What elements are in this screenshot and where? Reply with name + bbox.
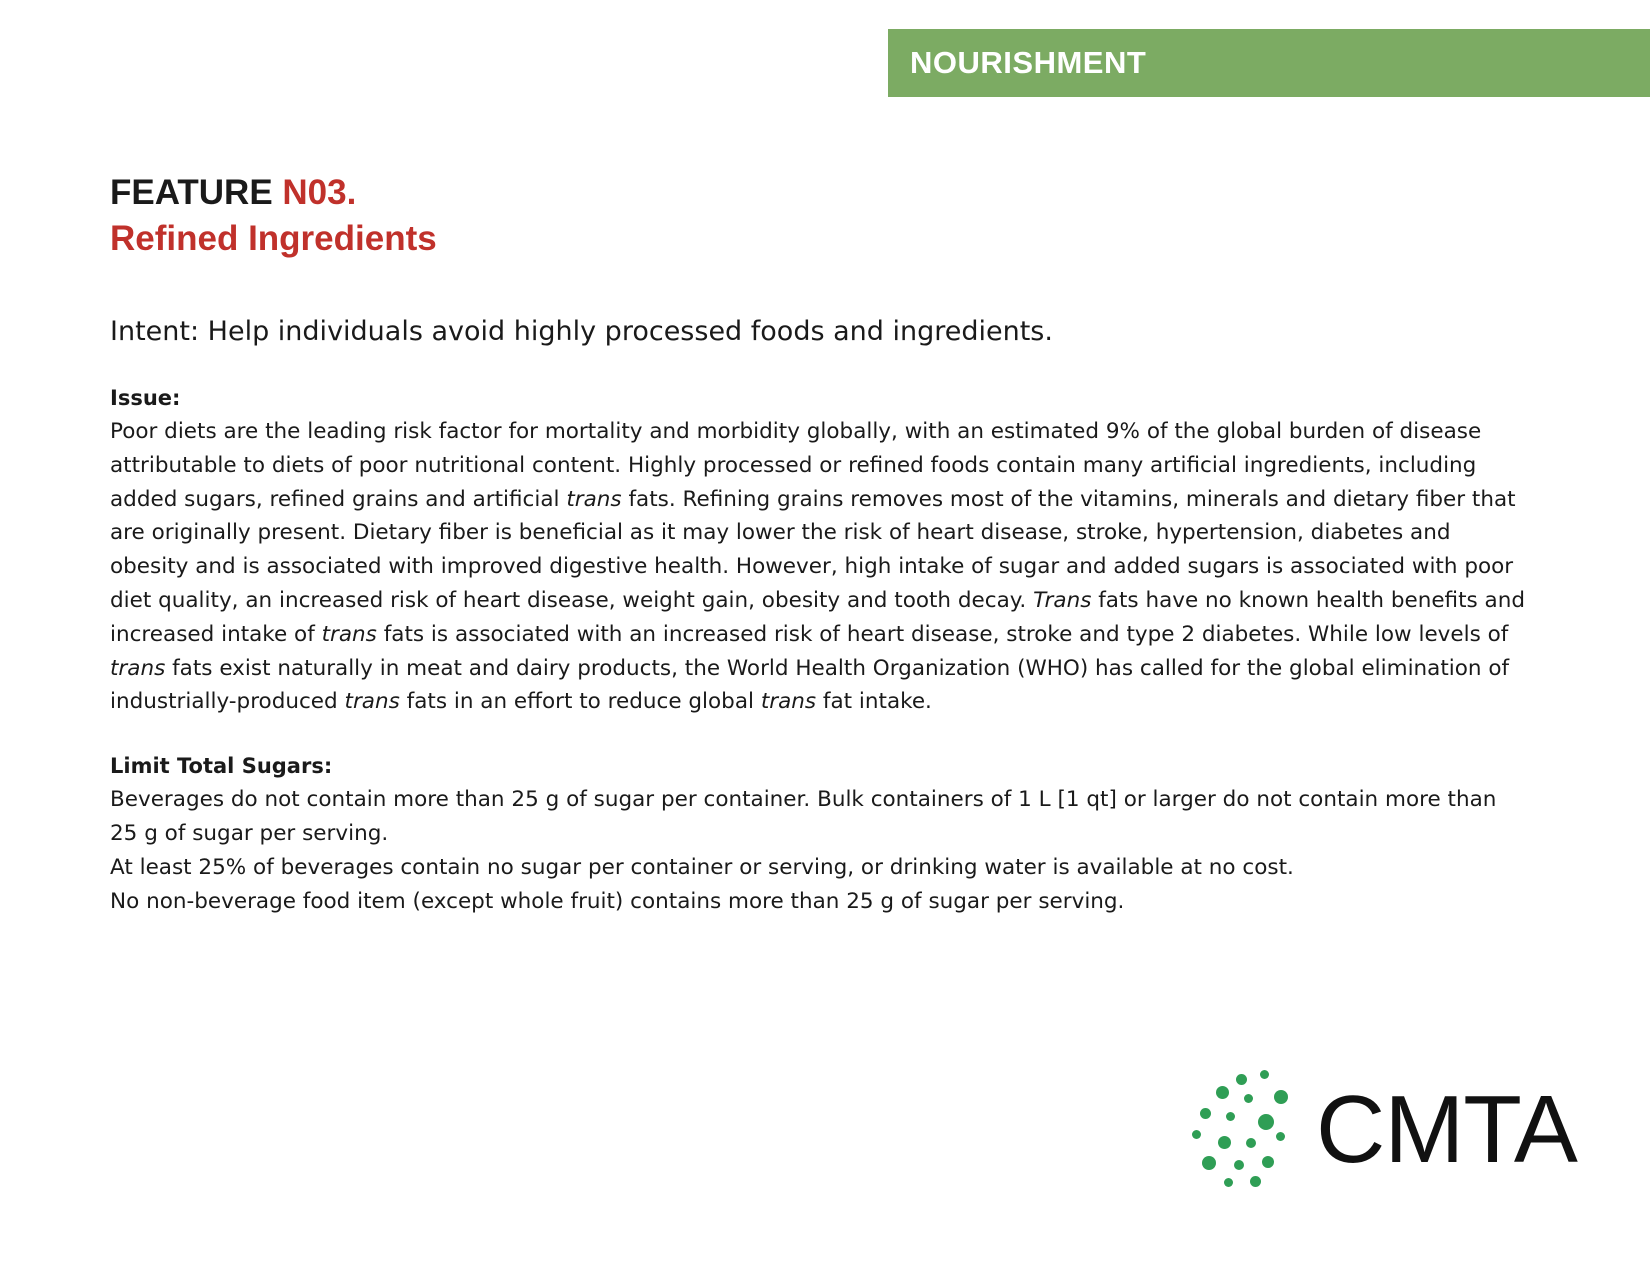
intent-label: Intent <box>110 316 190 347</box>
intent-text: Help individuals avoid highly processed foods and ingredients. <box>207 316 1053 347</box>
limit-total-sugars-section <box>110 749 1530 918</box>
issue-text-1: Poor diets are the leading risk factor for mortality and morbidity globally, with an estimated 9% of the global burden of disease attributable to diets of poor nutritional content. Highly processed or refined foods contain many artificial ingredients, including added sugars, refined grains and artificial <box>110 419 1482 512</box>
banner-label: NOURISHMENT <box>910 45 1147 80</box>
feature-prefix: FEATURE <box>110 173 283 212</box>
issue-text-2: fats. Refining grains removes most of the vitamins, minerals and dietary fiber that are originally present. Dietary fiber is beneficial as it may lower the risk of heart disease, stroke, hypertension, diabetes and obesity and is associated with improved digestive health. However, high intake of sugar and added sugars is associated with poor diet quality, an increased risk of heart disease, weight gain, obesity and tooth decay. <box>110 486 1516 613</box>
issue-italic-4: trans <box>110 655 166 681</box>
limit-rule-1: Beverages do not contain more than 25 g of sugar per container. Bulk containers of 1 L [1 qt] or larger do not contain more than 25 g of sugar per serving. <box>110 787 1497 846</box>
issue-text-3: fats have no known health benefits and increased intake of <box>110 587 1526 647</box>
page-title <box>110 170 1410 262</box>
feature-name: Refined Ingredients <box>110 219 437 258</box>
intent-line <box>110 313 1530 351</box>
issue-paragraph <box>110 415 1530 719</box>
issue-text-5: fats exist naturally in meat and dairy products, the World Health Organization (WHO) has called for the global elimination of industrially-produced <box>110 655 1510 715</box>
issue-text-7: fat intake. <box>816 689 932 715</box>
intent-separator: : <box>189 316 208 347</box>
issue-italic-3: trans <box>321 621 377 647</box>
cmta-wordmark: CMTA <box>1316 1076 1577 1183</box>
limit-total-sugars-heading: Limit Total Sugars: <box>110 754 333 779</box>
issue-italic-6: trans <box>760 689 817 715</box>
document-body <box>110 313 1530 948</box>
issue-section <box>110 381 1530 719</box>
limit-rule-3: No non-beverage food item (except whole fruit) contains more than 25 g of sugar per serving. <box>110 888 1125 914</box>
limit-rule-2: At least 25% of beverages contain no sugar per container or serving, or drinking water is available at no cost. <box>110 854 1294 880</box>
issue-text-4: fats is associated with an increased risk of heart disease, stroke and type 2 diabetes. While low levels of <box>376 621 1509 647</box>
issue-italic-5: trans <box>344 689 400 715</box>
issue-italic-2: Trans <box>1033 587 1092 613</box>
feature-title-line <box>110 170 1410 216</box>
feature-number: N03. <box>282 173 357 212</box>
nourishment-banner <box>888 29 1650 97</box>
cmta-logo <box>1188 1068 1577 1193</box>
issue-italic-1: trans <box>566 486 622 512</box>
issue-heading: Issue: <box>110 386 181 410</box>
issue-text-6: fats in an effort to reduce global <box>399 689 761 715</box>
